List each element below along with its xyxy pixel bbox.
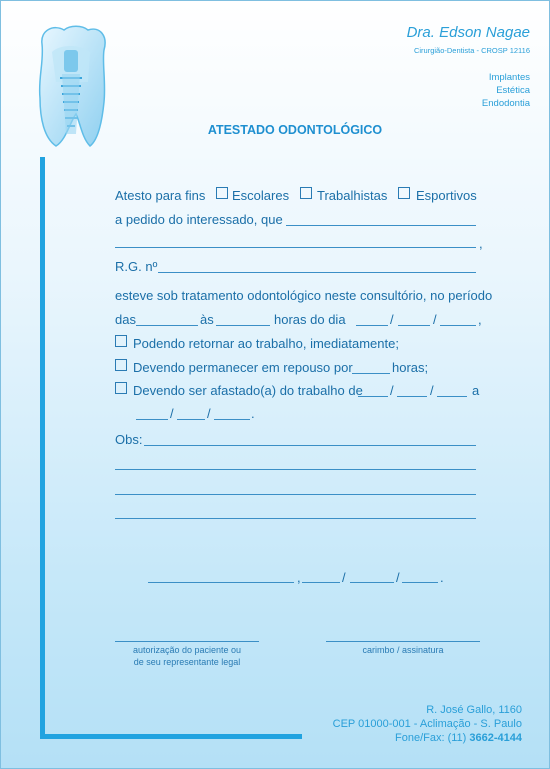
data-ano-line[interactable] <box>402 582 438 583</box>
as-label: às <box>200 312 214 327</box>
dia-line[interactable] <box>356 325 388 326</box>
slash-7: / <box>342 570 346 585</box>
mes-line[interactable] <box>398 325 430 326</box>
escolares-label: Escolares <box>232 188 290 203</box>
checkbox-escolares[interactable] <box>216 187 228 199</box>
comma-mark-3: , <box>297 570 301 585</box>
checkbox-trabalhistas[interactable] <box>300 187 312 199</box>
slash-2: / <box>433 312 437 327</box>
data-dia-line[interactable] <box>302 582 340 583</box>
hora-inicio-line[interactable] <box>136 325 198 326</box>
data-mes-line[interactable] <box>350 582 394 583</box>
afastado-mes-fim-line[interactable] <box>177 419 205 420</box>
interessado-name-line[interactable] <box>286 225 476 226</box>
document-title: ATESTADO ODONTOLÓGICO <box>207 123 383 137</box>
slash-6: / <box>207 406 211 421</box>
patient-signature-caption-1: autorização do paciente ou <box>132 645 242 655</box>
obs-line-1[interactable] <box>144 445 476 446</box>
slash-5: / <box>170 406 174 421</box>
doctor-name: Dra. Edson Nagae <box>406 24 530 41</box>
ano-line[interactable] <box>440 325 476 326</box>
horas-label: horas; <box>392 360 429 375</box>
address-street: R. José Gallo, 1160 <box>426 704 522 716</box>
slash-1: / <box>390 312 394 327</box>
patient-signature-line[interactable] <box>115 641 259 642</box>
obs-line-2[interactable] <box>115 469 476 470</box>
slash-3: / <box>390 383 394 398</box>
dot-mark: . <box>251 406 255 421</box>
afastado-ano-inicio-line[interactable] <box>437 396 467 397</box>
checkbox-esportivos[interactable] <box>398 187 410 199</box>
phone-line <box>395 732 522 744</box>
stamp-signature-line[interactable] <box>326 641 480 642</box>
pedido-label: a pedido do interessado, que <box>115 212 283 227</box>
retornar-label: Podendo retornar ao trabalho, imediatamente; <box>133 336 399 351</box>
a-label: a <box>472 383 480 398</box>
slash-8: / <box>396 570 400 585</box>
frame-bottom-bar <box>40 734 302 739</box>
afastado-label: Devendo ser afastado(a) do trabalho de <box>133 383 363 398</box>
checkbox-repouso[interactable] <box>115 359 127 371</box>
atesto-label: Atesto para fins <box>115 188 206 203</box>
specialty-endodontia: Endodontia <box>481 98 530 109</box>
comma-mark: , <box>479 236 483 251</box>
phone-label: Fone/Fax: (11) <box>395 732 470 744</box>
specialty-implantes: Implantes <box>488 72 530 83</box>
specialty-estetica: Estética <box>496 85 530 96</box>
afastado-dia-inicio-line[interactable] <box>358 396 388 397</box>
slash-4: / <box>430 383 434 398</box>
rg-line[interactable] <box>158 272 476 273</box>
das-label: das <box>115 312 136 327</box>
checkbox-retornar[interactable] <box>115 335 127 347</box>
tratamento-text: esteve sob tratamento odontológico neste consultório, no período <box>115 288 493 303</box>
obs-line-3[interactable] <box>115 494 476 495</box>
address-cep: CEP 01000-001 - Aclimação - S. Paulo <box>332 718 522 730</box>
dot-mark-2: . <box>440 570 444 585</box>
repouso-horas-line[interactable] <box>352 373 390 374</box>
trabalhistas-label: Trabalhistas <box>317 188 388 203</box>
rg-label: R.G. nº <box>115 259 158 274</box>
afastado-ano-fim-line[interactable] <box>214 419 250 420</box>
horas-do-dia-label: horas do dia <box>274 312 346 327</box>
phone-number[interactable]: 3662-4144 <box>469 732 522 744</box>
doctor-registration: Cirurgião-Dentista - CROSP 12116 <box>413 46 530 55</box>
repouso-label: Devendo permanecer em repouso por <box>133 360 353 375</box>
afastado-mes-inicio-line[interactable] <box>397 396 427 397</box>
frame-left-bar <box>40 157 45 739</box>
patient-signature-caption-2: de seu representante legal <box>133 657 241 667</box>
afastado-dia-fim-line[interactable] <box>136 419 168 420</box>
local-line[interactable] <box>148 582 294 583</box>
checkbox-afastado[interactable] <box>115 382 127 394</box>
comma-mark-2: , <box>478 312 482 327</box>
esportivos-label: Esportivos <box>416 188 477 203</box>
obs-label: Obs: <box>115 432 143 447</box>
stamp-signature-caption: carimbo / assinatura <box>362 645 444 655</box>
interessado-name-line-2[interactable] <box>115 247 476 248</box>
obs-line-4[interactable] <box>115 518 476 519</box>
hora-fim-line[interactable] <box>216 325 270 326</box>
